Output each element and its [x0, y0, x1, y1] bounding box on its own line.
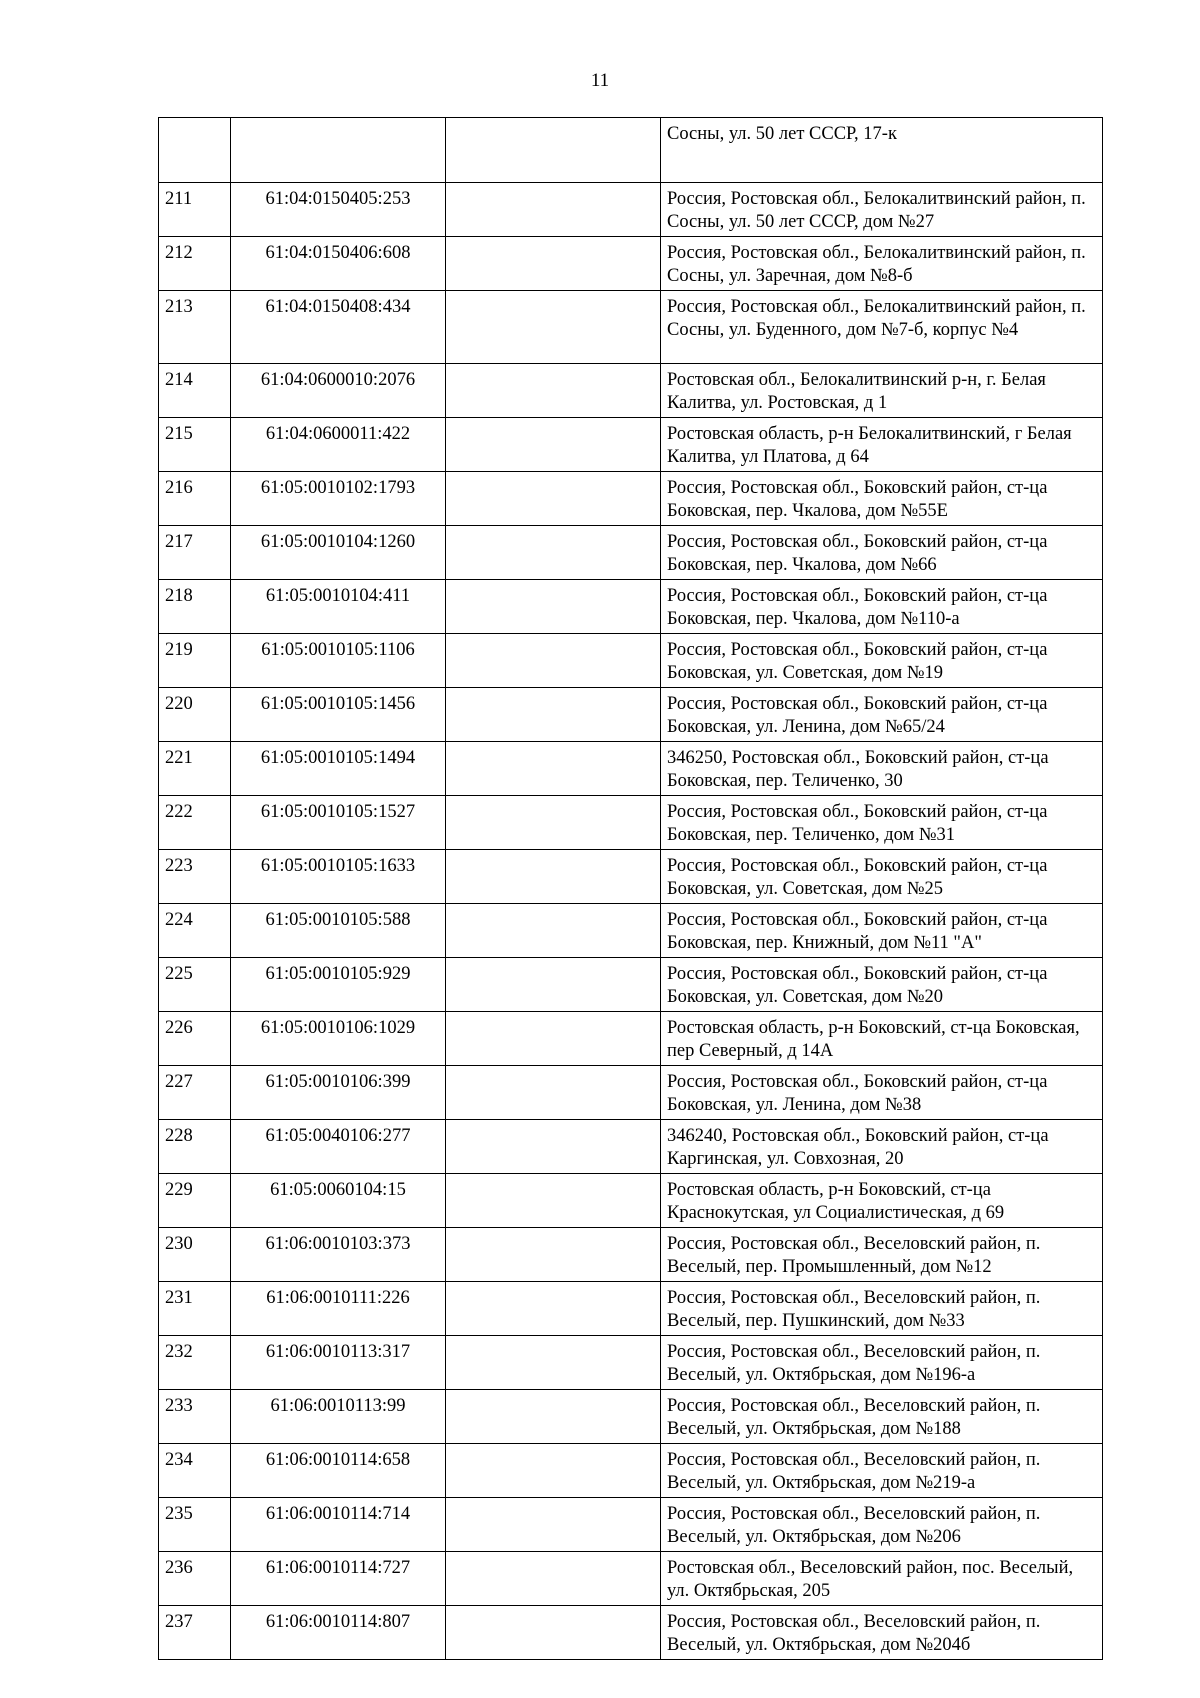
cadastral-number-cell: 61:06:0010113:99	[231, 1390, 446, 1444]
empty-cell	[446, 904, 661, 958]
registry-table	[158, 117, 1103, 1660]
row-number-cell: 229	[159, 1174, 231, 1228]
table-row	[159, 958, 1103, 1012]
cadastral-number-cell: 61:06:0010114:727	[231, 1552, 446, 1606]
row-number-cell: 228	[159, 1120, 231, 1174]
row-number-cell: 222	[159, 796, 231, 850]
empty-cell	[446, 1066, 661, 1120]
page-number: 11	[590, 70, 610, 91]
row-number-cell: 236	[159, 1552, 231, 1606]
empty-cell	[446, 364, 661, 418]
cadastral-number-cell: 61:05:0010105:1527	[231, 796, 446, 850]
table-row	[159, 580, 1103, 634]
row-number-cell: 231	[159, 1282, 231, 1336]
empty-cell	[446, 1012, 661, 1066]
table-row	[159, 418, 1103, 472]
address-cell: 346250, Ростовская обл., Боковский район, ст-ца Боковская, пер. Теличенко, 30	[661, 742, 1103, 796]
row-number-cell: 223	[159, 850, 231, 904]
empty-cell	[446, 1228, 661, 1282]
row-number-cell: 234	[159, 1444, 231, 1498]
table-row	[159, 850, 1103, 904]
row-number-cell: 214	[159, 364, 231, 418]
row-number-cell: 215	[159, 418, 231, 472]
empty-cell	[446, 237, 661, 291]
empty-cell	[446, 688, 661, 742]
table-row	[159, 1066, 1103, 1120]
address-cell: Россия, Ростовская обл., Боковский район, ст-ца Боковская, пер. Книжный, дом №11 "А"	[661, 904, 1103, 958]
address-cell: Ростовская обл., Веселовский район, пос. Веселый, ул. Октябрьская, 205	[661, 1552, 1103, 1606]
empty-cell	[446, 183, 661, 237]
row-number-cell: 226	[159, 1012, 231, 1066]
row-number-cell: 230	[159, 1228, 231, 1282]
table-row	[159, 796, 1103, 850]
row-number-cell: 235	[159, 1498, 231, 1552]
empty-cell	[446, 526, 661, 580]
empty-cell	[446, 634, 661, 688]
row-number-cell: 225	[159, 958, 231, 1012]
row-number-cell: 232	[159, 1336, 231, 1390]
cadastral-number-cell: 61:06:0010114:714	[231, 1498, 446, 1552]
cadastral-number-cell: 61:05:0010105:1106	[231, 634, 446, 688]
address-cell: Ростовская область, р-н Белокалитвинский, г Белая Калитва, ул Платова, д 64	[661, 418, 1103, 472]
cadastral-number-cell: 61:06:0010113:317	[231, 1336, 446, 1390]
table-row	[159, 1120, 1103, 1174]
address-cell: Россия, Ростовская обл., Боковский район, ст-ца Боковская, пер. Чкалова, дом №66	[661, 526, 1103, 580]
row-number-cell: 233	[159, 1390, 231, 1444]
address-cell: Россия, Ростовская обл., Боковский район, ст-ца Боковская, ул. Ленина, дом №65/24	[661, 688, 1103, 742]
row-number-cell: 237	[159, 1606, 231, 1660]
registry-body	[159, 118, 1103, 1660]
cadastral-number-cell: 61:04:0150406:608	[231, 237, 446, 291]
cadastral-number-cell: 61:04:0150408:434	[231, 291, 446, 364]
row-number-cell: 224	[159, 904, 231, 958]
cadastral-number-cell: 61:05:0010105:1494	[231, 742, 446, 796]
row-number-cell: 217	[159, 526, 231, 580]
address-cell: Россия, Ростовская обл., Веселовский район, п. Веселый, пер. Промышленный, дом №12	[661, 1228, 1103, 1282]
address-cell: Россия, Ростовская обл., Боковский район, ст-ца Боковская, пер. Чкалова, дом №55Е	[661, 472, 1103, 526]
empty-cell	[446, 418, 661, 472]
address-cell: Россия, Ростовская обл., Боковский район, ст-ца Боковская, ул. Ленина, дом №38	[661, 1066, 1103, 1120]
cadastral-number-cell	[231, 118, 446, 183]
empty-cell	[446, 1282, 661, 1336]
address-cell: Россия, Ростовская обл., Боковский район, ст-ца Боковская, ул. Советская, дом №19	[661, 634, 1103, 688]
cadastral-number-cell: 61:04:0600010:2076	[231, 364, 446, 418]
row-number-cell: 211	[159, 183, 231, 237]
cadastral-number-cell: 61:05:0010106:399	[231, 1066, 446, 1120]
row-number-cell: 218	[159, 580, 231, 634]
cadastral-number-cell: 61:04:0600011:422	[231, 418, 446, 472]
address-cell: Россия, Ростовская обл., Веселовский район, п. Веселый, ул. Октябрьская, дом №204б	[661, 1606, 1103, 1660]
empty-cell	[446, 1606, 661, 1660]
empty-cell	[446, 1444, 661, 1498]
cadastral-number-cell: 61:05:0060104:15	[231, 1174, 446, 1228]
empty-cell	[446, 850, 661, 904]
table-row	[159, 1606, 1103, 1660]
table-row	[159, 183, 1103, 237]
table-row	[159, 1390, 1103, 1444]
cadastral-number-cell: 61:05:0010106:1029	[231, 1012, 446, 1066]
table-row	[159, 1012, 1103, 1066]
row-number-cell: 216	[159, 472, 231, 526]
table-row	[159, 1444, 1103, 1498]
table-row	[159, 1552, 1103, 1606]
table-row	[159, 688, 1103, 742]
address-cell: Россия, Ростовская обл., Белокалитвинский район, п. Сосны, ул. 50 лет СССР, дом №27	[661, 183, 1103, 237]
table-row	[159, 1336, 1103, 1390]
empty-cell	[446, 1390, 661, 1444]
cadastral-number-cell: 61:06:0010103:373	[231, 1228, 446, 1282]
table-row	[159, 291, 1103, 364]
table-row	[159, 742, 1103, 796]
cadastral-number-cell: 61:04:0150405:253	[231, 183, 446, 237]
table-row	[159, 634, 1103, 688]
row-number-cell: 221	[159, 742, 231, 796]
empty-cell	[446, 118, 661, 183]
cadastral-number-cell: 61:05:0010105:929	[231, 958, 446, 1012]
empty-cell	[446, 1336, 661, 1390]
address-cell: Россия, Ростовская обл., Белокалитвинский район, п. Сосны, ул. Буденного, дом №7-б, корпус №4	[661, 291, 1103, 364]
address-cell: Россия, Ростовская обл., Боковский район, ст-ца Боковская, ул. Советская, дом №25	[661, 850, 1103, 904]
empty-cell	[446, 1552, 661, 1606]
cadastral-number-cell: 61:05:0040106:277	[231, 1120, 446, 1174]
address-cell: Россия, Ростовская обл., Веселовский район, п. Веселый, ул. Октябрьская, дом №188	[661, 1390, 1103, 1444]
empty-cell	[446, 796, 661, 850]
table-row	[159, 1174, 1103, 1228]
address-cell: Ростовская область, р-н Боковский, ст-ца Краснокутская, ул Социалистическая, д 69	[661, 1174, 1103, 1228]
address-cell: Россия, Ростовская обл., Веселовский район, п. Веселый, ул. Октябрьская, дом №196-а	[661, 1336, 1103, 1390]
address-cell: Россия, Ростовская обл., Веселовский район, п. Веселый, ул. Октябрьская, дом №206	[661, 1498, 1103, 1552]
cadastral-number-cell: 61:06:0010111:226	[231, 1282, 446, 1336]
cadastral-number-cell: 61:06:0010114:658	[231, 1444, 446, 1498]
row-number-cell	[159, 118, 231, 183]
table-row	[159, 1228, 1103, 1282]
table-row	[159, 472, 1103, 526]
empty-cell	[446, 472, 661, 526]
cadastral-number-cell: 61:05:0010102:1793	[231, 472, 446, 526]
table-row	[159, 1498, 1103, 1552]
table-row	[159, 237, 1103, 291]
empty-cell	[446, 958, 661, 1012]
empty-cell	[446, 1498, 661, 1552]
table-row	[159, 364, 1103, 418]
row-number-cell: 220	[159, 688, 231, 742]
empty-cell	[446, 1120, 661, 1174]
table-row	[159, 904, 1103, 958]
row-number-cell: 219	[159, 634, 231, 688]
address-cell: Россия, Ростовская обл., Боковский район, ст-ца Боковская, ул. Советская, дом №20	[661, 958, 1103, 1012]
cadastral-number-cell: 61:05:0010104:411	[231, 580, 446, 634]
empty-cell	[446, 1174, 661, 1228]
row-number-cell: 227	[159, 1066, 231, 1120]
address-cell: Сосны, ул. 50 лет СССР, 17-к	[661, 118, 1103, 183]
empty-cell	[446, 580, 661, 634]
address-cell: Ростовская область, р-н Боковский, ст-ца Боковская, пер Северный, д 14А	[661, 1012, 1103, 1066]
address-cell: Россия, Ростовская обл., Боковский район, ст-ца Боковская, пер. Чкалова, дом №110-а	[661, 580, 1103, 634]
cadastral-number-cell: 61:05:0010105:1456	[231, 688, 446, 742]
address-cell: Россия, Ростовская обл., Белокалитвинский район, п. Сосны, ул. Заречная, дом №8-б	[661, 237, 1103, 291]
address-cell: 346240, Ростовская обл., Боковский район, ст-ца Каргинская, ул. Совхозная, 20	[661, 1120, 1103, 1174]
address-cell: Россия, Ростовская обл., Боковский район, ст-ца Боковская, пер. Теличенко, дом №31	[661, 796, 1103, 850]
empty-cell	[446, 742, 661, 796]
address-cell: Россия, Ростовская обл., Веселовский район, п. Веселый, ул. Октябрьская, дом №219-а	[661, 1444, 1103, 1498]
row-number-cell: 213	[159, 291, 231, 364]
table-row-continuation	[159, 118, 1103, 183]
row-number-cell: 212	[159, 237, 231, 291]
cadastral-number-cell: 61:06:0010114:807	[231, 1606, 446, 1660]
cadastral-number-cell: 61:05:0010105:1633	[231, 850, 446, 904]
table-row	[159, 1282, 1103, 1336]
cadastral-number-cell: 61:05:0010105:588	[231, 904, 446, 958]
address-cell: Россия, Ростовская обл., Веселовский район, п. Веселый, пер. Пушкинский, дом №33	[661, 1282, 1103, 1336]
empty-cell	[446, 291, 661, 364]
table-row	[159, 526, 1103, 580]
cadastral-number-cell: 61:05:0010104:1260	[231, 526, 446, 580]
address-cell: Ростовская обл., Белокалитвинский р-н, г. Белая Калитва, ул. Ростовская, д 1	[661, 364, 1103, 418]
